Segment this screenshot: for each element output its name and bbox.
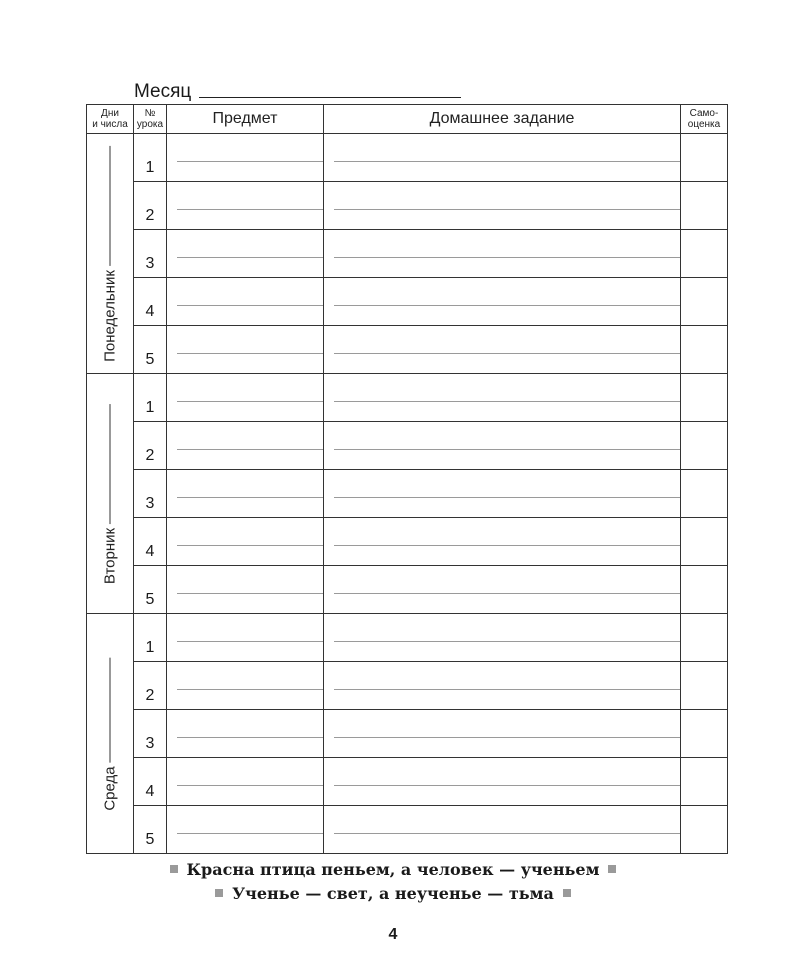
lesson-number [134,134,167,182]
subject-cell[interactable] [167,566,324,614]
proverb-text: Красна птица пеньем, а человек — ученьем [186,859,600,879]
homework-cell[interactable] [324,230,681,278]
self-grade-cell[interactable] [681,374,728,422]
lesson-number [134,806,167,854]
self-grade-cell[interactable] [681,662,728,710]
lesson-number [134,278,167,326]
proverb-text: Ученье — свет, а неученье — тьма [232,883,554,903]
header-homework: Домашнее задание [324,105,681,134]
lesson-row [87,134,728,182]
homework-cell[interactable] [324,278,681,326]
bullet-square-icon [608,865,616,873]
homework-cell[interactable] [324,758,681,806]
homework-cell[interactable] [324,134,681,182]
day-cell[interactable] [87,374,134,614]
header-days: Дни и числа [87,105,134,134]
subject-cell[interactable] [167,662,324,710]
table-header-row [87,105,728,134]
lesson-number [134,470,167,518]
homework-cell[interactable] [324,662,681,710]
homework-cell[interactable] [324,614,681,662]
lesson-row [87,182,728,230]
self-grade-cell[interactable] [681,518,728,566]
page-number: 4 [388,926,398,943]
lesson-number-text: 2 [145,207,155,224]
bullet-square-icon [215,889,223,897]
lesson-number-text: 4 [145,783,155,800]
day-name: Понедельник [101,269,119,362]
subject-cell[interactable] [167,518,324,566]
lesson-number [134,326,167,374]
lesson-number [134,518,167,566]
lesson-row [87,326,728,374]
lesson-row [87,806,728,854]
self-grade-cell[interactable] [681,614,728,662]
proverbs [0,857,786,905]
self-grade-cell[interactable] [681,422,728,470]
self-grade-cell[interactable] [681,134,728,182]
lesson-row [87,470,728,518]
homework-cell[interactable] [324,566,681,614]
lesson-row [87,662,728,710]
subject-cell[interactable] [167,806,324,854]
lesson-number [134,614,167,662]
homework-cell[interactable] [324,326,681,374]
homework-cell[interactable] [324,518,681,566]
header-self-grade: Само- оценка [681,105,728,134]
day-cell[interactable] [87,614,134,854]
date-input-line[interactable] [110,403,111,523]
homework-cell[interactable] [324,470,681,518]
self-grade-cell[interactable] [681,326,728,374]
lesson-number-text: 4 [145,543,155,560]
self-grade-cell[interactable] [681,230,728,278]
header-lesson-number: № урока [134,105,167,134]
bullet-square-icon [170,865,178,873]
lesson-number [134,758,167,806]
self-grade-cell[interactable] [681,278,728,326]
lesson-number-text: 3 [145,255,155,272]
self-grade-cell[interactable] [681,470,728,518]
date-input-line[interactable] [110,146,111,266]
month-row [134,76,461,102]
month-input-line[interactable] [199,97,461,98]
lesson-number-text: 2 [145,447,155,464]
homework-cell[interactable] [324,182,681,230]
subject-cell[interactable] [167,710,324,758]
lesson-row [87,230,728,278]
proverb-1 [0,857,786,881]
homework-cell[interactable] [324,806,681,854]
lesson-number-text: 5 [145,351,155,368]
lesson-number [134,566,167,614]
header-subject: Предмет [167,105,324,134]
lesson-row [87,374,728,422]
lesson-number [134,230,167,278]
lesson-number [134,374,167,422]
bullet-square-icon [563,889,571,897]
subject-cell[interactable] [167,182,324,230]
lesson-row [87,758,728,806]
lesson-row [87,278,728,326]
lesson-number-text: 5 [145,591,155,608]
lesson-number [134,662,167,710]
day-name: Вторник [101,527,119,584]
month-label: Месяц [134,81,192,102]
lesson-number-text: 1 [145,159,155,176]
subject-cell[interactable] [167,470,324,518]
subject-cell[interactable] [167,758,324,806]
lesson-number-text: 1 [145,639,155,656]
subject-cell[interactable] [167,374,324,422]
lesson-row [87,422,728,470]
lesson-number-text: 1 [145,399,155,416]
lesson-number [134,710,167,758]
self-grade-cell[interactable] [681,710,728,758]
homework-table [86,104,728,854]
homework-cell[interactable] [324,422,681,470]
lesson-number [134,422,167,470]
lesson-number-text: 3 [145,735,155,752]
subject-cell[interactable] [167,326,324,374]
lesson-row [87,566,728,614]
subject-cell[interactable] [167,278,324,326]
day-cell[interactable] [87,134,134,374]
self-grade-cell[interactable] [681,182,728,230]
self-grade-cell[interactable] [681,806,728,854]
lesson-row [87,614,728,662]
lesson-row [87,518,728,566]
subject-cell[interactable] [167,230,324,278]
homework-cell[interactable] [324,710,681,758]
day-name: Среда [101,765,119,811]
lesson-number-text: 3 [145,495,155,512]
self-grade-cell[interactable] [681,566,728,614]
date-input-line[interactable] [110,657,111,762]
lesson-number-text: 5 [145,831,155,848]
lesson-number-text: 2 [145,687,155,704]
proverb-2 [0,881,786,905]
subject-cell[interactable] [167,614,324,662]
subject-cell[interactable] [167,134,324,182]
homework-cell[interactable] [324,374,681,422]
lesson-row [87,710,728,758]
self-grade-cell[interactable] [681,758,728,806]
lesson-number-text: 4 [145,303,155,320]
subject-cell[interactable] [167,422,324,470]
lesson-number [134,182,167,230]
